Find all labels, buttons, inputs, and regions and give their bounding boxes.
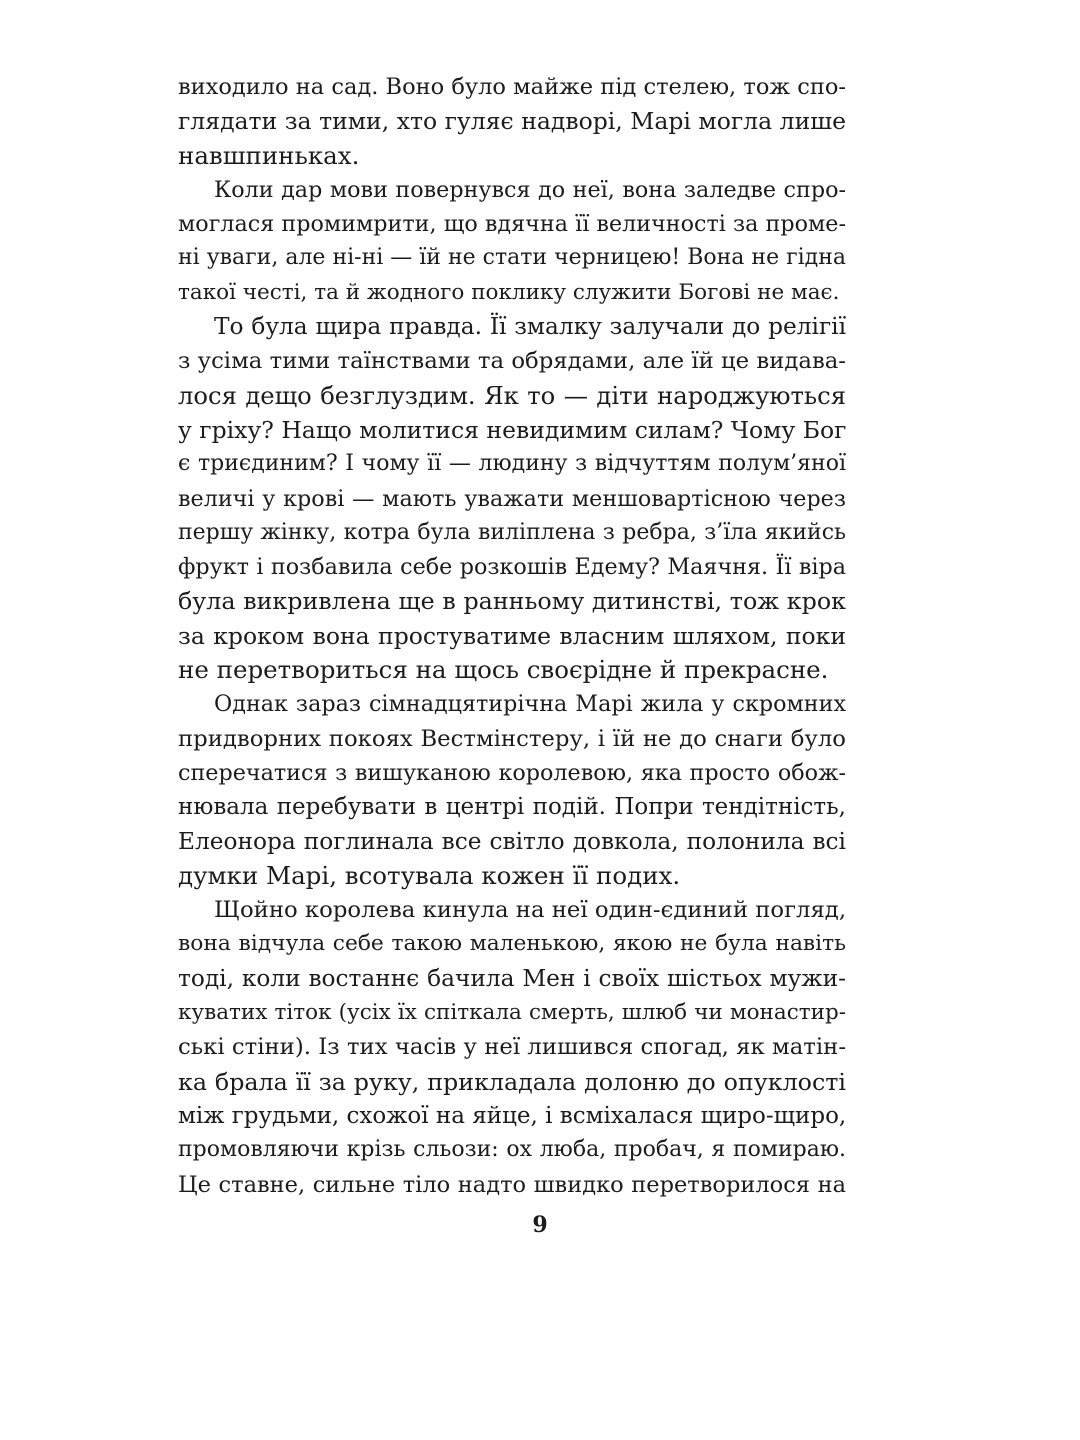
text-line: між грудьми, схожої на яйце, і всміхалася щиро-щиро, [178,1102,847,1129]
text-line: була викривлена ще в ранньому дитинстві, тож крок [178,587,846,616]
text-line: сперечатися з вишуканою королевою, яка просто обож- [178,759,846,786]
text-line: лося дещо безглуздим. Як то — діти народжуються [178,380,846,410]
text-line: куватих тіток (усіх їх спіткала смерть, шлюб чи монастир- [178,1000,846,1026]
text-line: величі у крові — мають уважати меншовартісною через [178,485,846,512]
text-line: промовляючи крізь сльози: ох люба, пробач, я помираю. [178,1137,846,1163]
text-line: Коли дар мови повернувся до неї, вона заледве спро- [214,176,846,203]
text-line: Елеонора поглинала все світло довкола, полонила всі [178,827,846,855]
text-line: ка брала її за руку, прикладала долоню до опуклості [178,1067,846,1096]
text-line: у гріху? Нащо молитися невидимим силам? Чому Бог [178,415,847,444]
text-line: Щойно королева кинула на неї один-єдиний погляд, [214,897,847,924]
text-line: Це ставне, сильне тіло надто швидко перетворилося на [178,1171,846,1198]
text-line: виходило на сад. Воно було майже під стелею, тож спо- [178,74,846,100]
text-line: моглася промимрити, що вдячна її величності за проме- [178,211,846,238]
text-line: Однак зараз сімнадцятирічна Марі жила у скромних [214,691,846,718]
text-line: То була щира правда. Її змалку залучали до релігії [214,313,846,341]
text-line: нювала перебувати в центрі подій. Попри тендітність, [178,794,846,821]
text-line: не перетвориться на щось своєрідне й прекрасне. [178,655,829,685]
text-line: думки Марі, всотувала кожен її подих. [178,860,681,890]
text-line: навшпиньках. [178,140,360,170]
text-line: фрукт і позбавила себе розкошів Едему? Маячня. Її віра [178,554,846,581]
text-line: такої честі, та й жодного поклику служити Богові не має. [178,279,840,305]
text-line: придворних покоях Вестмінстеру, і їй не до снаги було [178,725,846,752]
text-line: за кроком вона простуватиме власним шляхом, поки [178,621,846,650]
text-line: першу жінку, котра була виліплена з ребра, з’їла якийсь [178,519,846,545]
text-line: тоді, коли востаннє бачила Мен і своїх шістьох мужи- [178,964,846,992]
text-line: є триєдиним? І чому її — людину з відчуттям полум’яної [178,451,846,477]
body-text [178,70,846,1202]
text-line: ські стіни). Із тих часів у неї лишився спогад, як матін- [178,1034,846,1061]
text-line: вона відчула себе такою маленькою, якою не була навіть [178,931,846,957]
text-line: з усіма тими таїнствами та обрядами, але їй це видава- [178,348,846,375]
text-line: глядати за тими, хто гуляє надворі, Марі могла лише [178,107,846,136]
text-line: ні уваги, але ні-ні — їй не стати черницею! Вона не гідна [178,245,846,271]
page-number: 9 [532,1212,548,1238]
